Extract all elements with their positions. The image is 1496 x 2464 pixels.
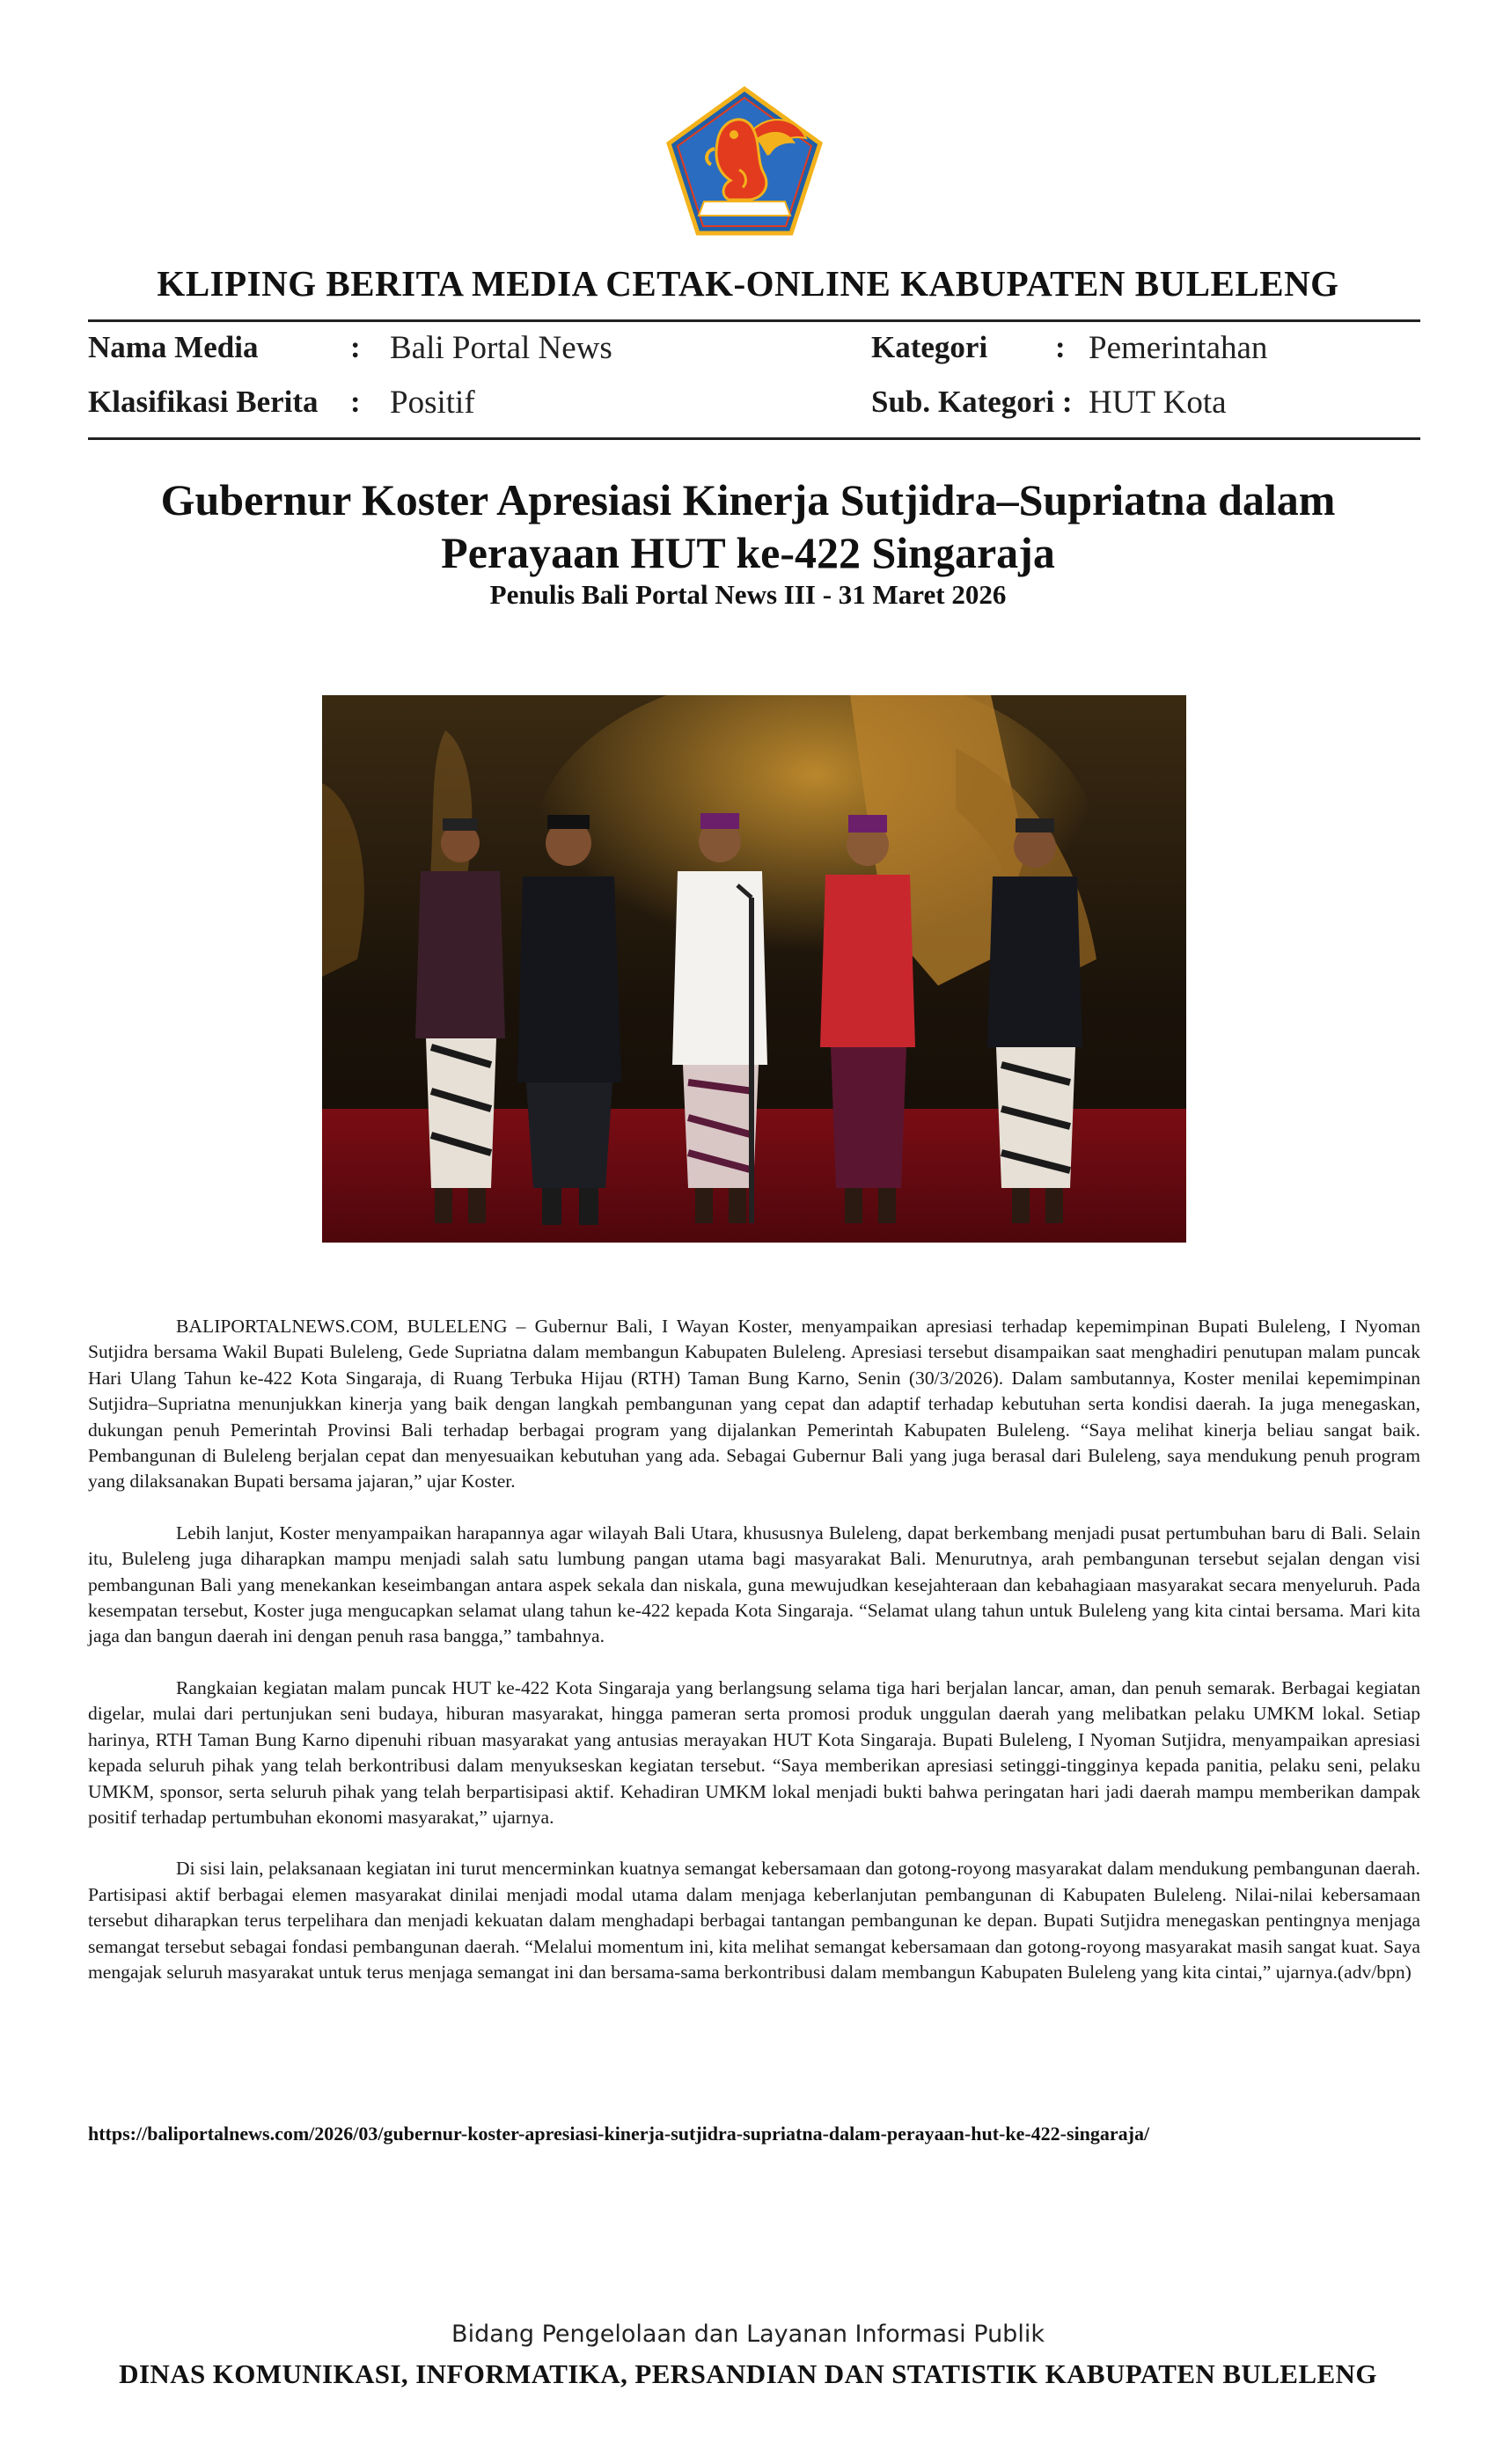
article-paragraph: BALIPORTALNEWS.COM, BULELENG – Gubernur Bali, I Wayan Koster, menyampaikan apresiasi terhadap kepemimpinan Bupati Buleleng, I Nyoman Sutjidra bersama Wakil Bupati Buleleng, Gede Supriatna dalam membangun Kabupaten Buleleng. Apresiasi tersebut disampaikan saat menghadiri penutupan malam puncak Hari Ulang Tahun ke-422 Kota Singaraja, di Ruang Terbuka Hijau (RTH) Taman Bung Karno, Senin (30/3/2026). Dalam sambutannya, Koster menilai kepemimpinan Sutjidra–Supriatna menunjukkan kinerja yang baik dengan langkah pembangunan yang cepat dan adaptif terhadap kebutuhan serta kondisi daerah. Ia juga menegaskan, dukungan penuh Pemerintah Provinsi Bali terhadap berbagai program yang dijalankan Pemerintah Kabupaten Buleleng. “Saya melihat kinerja beliau sangat baik. Pembangunan di Buleleng berjalan cepat dan menyesuaikan kebutuhan yang ada. Sebagai Gubernur Bali yang juga berasal dari Buleleng, saya mendukung penuh program yang dilaksanakan Bupati bersama jajaran,” ujar Koster.	[88, 1316, 1420, 1492]
meta-subcategory-value-wrap	[1089, 382, 1227, 422]
meta-category-colon: :	[1055, 330, 1066, 364]
meta-category-value-wrap	[1089, 327, 1267, 368]
media-label: Nama Media	[88, 330, 259, 364]
meta-media-value-wrap	[390, 327, 612, 368]
meta-media-row	[88, 327, 258, 368]
media-value: Bali Portal News	[390, 329, 612, 366]
meta-subcategory-row	[871, 382, 1072, 422]
singa-ambara-raja-icon	[665, 85, 824, 237]
article-title: Gubernur Koster Apresiasi Kinerja Sutjidra–Supriatna dalam Perayaan HUT ke-422 Singaraja	[160, 475, 1336, 577]
category-value: Pemerintahan	[1089, 329, 1268, 366]
category-label: Kategori	[871, 330, 988, 364]
clipping-header-title: KLIPING BERITA MEDIA CETAK-ONLINE KABUPATEN BULELENG	[157, 263, 1339, 304]
meta-classification-colon: :	[350, 385, 361, 419]
classification-value: Positif	[390, 384, 475, 421]
subcategory-value: HUT Kota	[1089, 384, 1227, 421]
regency-logo	[665, 85, 824, 237]
header-divider-top	[88, 319, 1420, 322]
article-body	[88, 1314, 1420, 2011]
meta-category-row	[871, 327, 987, 368]
footer-agency: DINAS KOMUNIKASI, INFORMATIKA, PERSANDIAN DAN STATISTIK KABUPATEN BULELENG	[119, 2358, 1377, 2389]
meta-media-colon: :	[350, 330, 361, 364]
article-paragraph: Rangkaian kegiatan malam puncak HUT ke-422 Kota Singaraja yang berlangsung selama tiga hari berjalan lancar, aman, dan penuh semarak. Berbagai kegiatan digelar, mulai dari pertunjukan seni budaya, hiburan masyarakat, hingga pameran serta promosi produk unggulan daerah yang melibatkan pelaku UMKM lokal. Setiap harinya, RTH Taman Bung Karno dipenuhi ribuan masyarakat yang antusias merayakan HUT Kota Singaraja. Bupati Buleleng, I Nyoman Sutjidra, menyampaikan apresiasi kepada seluruh pihak yang telah berkontribusi dalam menyukseskan kegiatan tersebut. “Saya memberikan apresiasi setinggi-tingginya kepada panitia, pelaku seni, pelaku UMKM, sponsor, serta seluruh pihak yang telah berpartisipasi aktif. Kehadiran UMKM lokal menjadi bukti bahwa peringatan hari jadi daerah mampu memberikan dampak positif terhadap pertumbuhan ekonomi masyarakat,” ujarnya.	[88, 1676, 1420, 1828]
subcategory-label: Sub. Kategori :	[871, 385, 1073, 419]
meta-classification-row	[88, 382, 319, 422]
source-link[interactable]: https://baliportalnews.com/2026/03/gubernur-koster-apresiasi-kinerja-sutjidra-supriatna-dalam-perayaan-hut-ke-422-singaraja/	[88, 2123, 1150, 2145]
article-paragraph: Lebih lanjut, Koster menyampaikan harapannya agar wilayah Bali Utara, khususnya Buleleng, dapat berkembang menjadi pusat pertumbuhan baru di Bali. Selain itu, Buleleng juga diharapkan mampu menjadi salah satu lumbung pangan utama bagi masyarakat Bali. Menurutnya, arah pembangunan tersebut sejalan dengan visi pembangunan Bali yang menekankan keseimbangan antara aspek sekala dan niskala, guna mewujudkan kesejahteraan dan kebahagiaan masyarakat secara menyeluruh. Pada kesempatan tersebut, Koster juga mengucapkan selamat ulang tahun ke-422 kepada Kota Singaraja. “Selamat ulang tahun untuk Buleleng yang kita cintai bersama. Mari kita jaga dan bangun daerah ini dengan penuh rasa bangga,” tambahnya.	[88, 1522, 1420, 1647]
footer-unit: Bidang Pengelolaan dan Layanan Informasi Publik	[451, 2321, 1045, 2348]
meta-classification-value-wrap	[390, 382, 475, 422]
event-photo-icon	[322, 695, 1186, 1243]
article-photo	[322, 695, 1186, 1243]
classification-label: Klasifikasi Berita	[88, 385, 319, 419]
article-byline: Penulis Bali Portal News III - 31 Maret 2026	[489, 579, 1007, 610]
article-paragraph: Di sisi lain, pelaksanaan kegiatan ini turut mencerminkan kuatnya semangat kebersamaan dan gotong-royong masyarakat dalam mendukung pembangunan daerah. Partisipasi aktif berbagai elemen masyarakat dinilai menjadi modal utama dalam menjaga keberlanjutan pembangunan di Kabupaten Buleleng. Nilai-nilai kebersamaan tersebut diharapkan terus terpelihara dan menjadi kekuatan dalam menghadapi berbagai tantangan pembangunan ke depan. Bupati Sutjidra menegaskan pentingnya menjaga semangat tersebut sebagai fondasi pembangunan daerah. “Melalui momentum ini, kita melihat semangat kebersamaan dan gotong-royong masyarakat masih sangat kuat. Saya mengajak seluruh masyarakat untuk terus menjaga semangat ini dan bersama-sama berkontribusi dalam membangun Kabupaten Buleleng yang kita cintai,” ujarnya.(adv/bpn)	[88, 1858, 1420, 1983]
header-divider-bottom	[88, 437, 1420, 440]
